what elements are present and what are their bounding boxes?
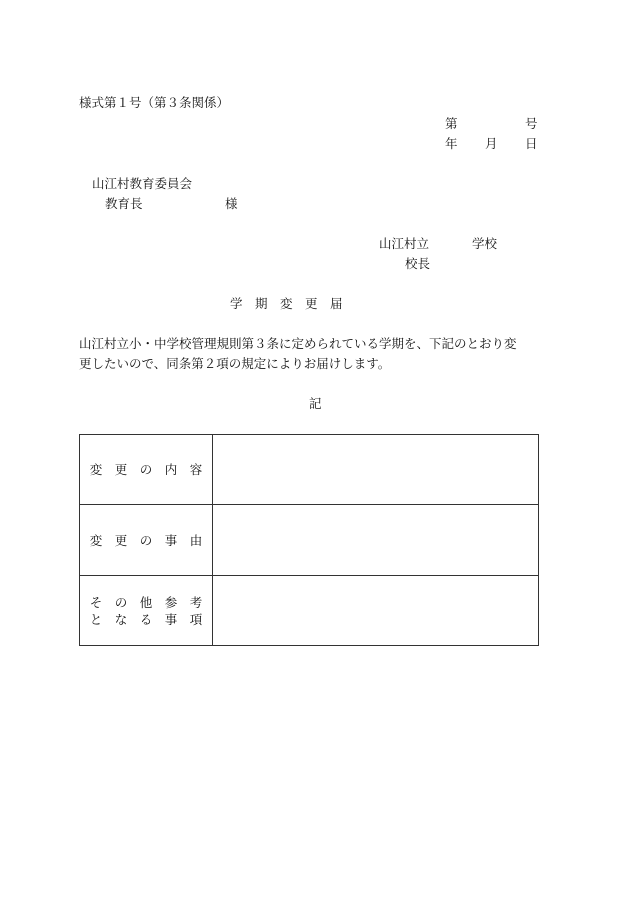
sender-school-prefix: 山江村立 xyxy=(379,236,430,251)
date-month: 月 xyxy=(485,136,498,151)
table-row xyxy=(80,435,539,505)
recipient-honorific: 様 xyxy=(225,196,238,211)
table-row xyxy=(80,576,539,646)
other-reference-field[interactable] xyxy=(213,576,539,646)
body-text-line-1: 山江村立小・中学校管理規則第３条に定められている学期を、下記のとおり変 xyxy=(79,336,517,351)
document-title: 学 期 変 更 届 xyxy=(230,296,343,311)
sender-title: 校長 xyxy=(405,256,431,271)
row-label xyxy=(80,435,213,505)
sender-school-suffix: 学校 xyxy=(472,236,498,251)
table-row xyxy=(80,505,539,576)
doc-number-suffix: 号 xyxy=(525,116,538,131)
change-details-table xyxy=(79,434,539,646)
recipient-title: 教育長 xyxy=(105,196,143,211)
date-day: 日 xyxy=(525,136,538,151)
change-reason-field[interactable] xyxy=(213,505,539,576)
row-label-text-line-1: そ の 他 参 考 xyxy=(89,594,203,610)
doc-number-prefix: 第 xyxy=(445,116,458,131)
ki-heading: 記 xyxy=(309,396,322,411)
change-content-field[interactable] xyxy=(213,435,539,505)
row-label-text: 変 更 の 内 容 xyxy=(89,462,203,477)
form-number: 様式第１号（第３条関係） xyxy=(79,95,230,110)
row-label xyxy=(80,505,213,576)
row-label xyxy=(80,576,213,646)
row-label-text-line-2: と な る 事 項 xyxy=(89,611,203,627)
row-label-text: 変 更 の 事 由 xyxy=(89,532,203,548)
body-text-line-2: 更したいので、同条第２項の規定によりお届けします。 xyxy=(79,356,391,371)
recipient-org: 山江村教育委員会 xyxy=(92,176,193,191)
date-year: 年 xyxy=(445,136,458,151)
